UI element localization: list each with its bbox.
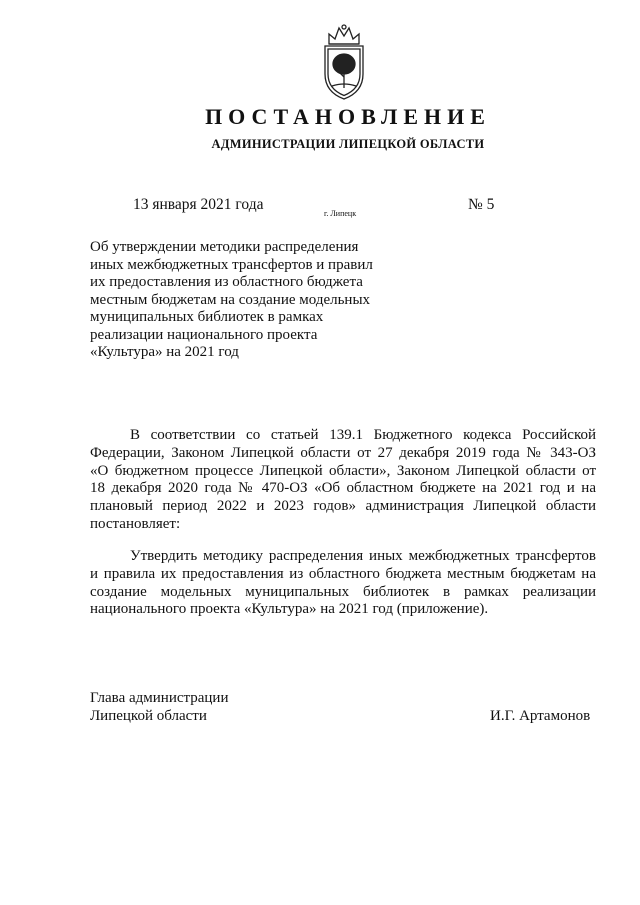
paragraph-line: В соответствии со статьей 139.1 Бюджетного кодекса Российской: [130, 427, 596, 443]
subject-line: реализации национального проекта: [90, 326, 318, 343]
subject-line: местным бюджетам на создание модельных: [90, 291, 371, 308]
signatory-position-line: Липецкой области: [90, 708, 207, 724]
subject-line: их предоставления из областного бюджета: [90, 274, 363, 290]
paragraph-line: Утвердить методику распределения иных межбюджетных трансфертов: [130, 548, 596, 564]
paragraph-line: «О бюджетном процессе Липецкой области», Законом Липецкой области от: [90, 462, 596, 479]
paragraph-line: создание модельных муниципальных библиотек в рамках реализации: [90, 583, 596, 600]
body-paragraph-legal-basis: [90, 427, 596, 534]
document-city: г. Липецк: [324, 209, 357, 218]
paragraph-line: постановляет:: [90, 515, 181, 532]
paragraph-line: Федерации, Законом Липецкой области от 27 декабря 2019 года № 343-ОЗ: [90, 444, 596, 461]
issuing-authority: АДМИНИСТРАЦИИ ЛИПЕЦКОЙ ОБЛАСТИ: [211, 137, 485, 151]
subject-line: Об утверждении методики распределения: [90, 239, 359, 255]
subject-line: «Культура» на 2021 год: [90, 344, 239, 360]
body-paragraph-resolution: [90, 548, 596, 619]
signatory-position: [90, 689, 228, 725]
paragraph-line: плановый период 2022 и 2023 годов» администрация Липецкой области: [90, 498, 596, 515]
document-date: 13 января 2021 года: [133, 196, 264, 213]
signatory-position-line: Глава администрации: [90, 690, 229, 706]
paragraph-line: национального проекта «Культура» на 2021 год (приложение).: [90, 601, 489, 618]
paragraph-line: 18 декабря 2020 года № 470-ОЗ «Об областном бюджете на 2021 год и на: [90, 480, 596, 497]
signatory-name: И.Г. Артамонов: [490, 708, 591, 724]
document-subject: [90, 239, 390, 362]
subject-line: иных межбюджетных трансфертов и правил: [90, 256, 373, 273]
subject-line: муниципальных библиотек в рамках: [90, 309, 324, 325]
document-title: ПОСТАНОВЛЕНИЕ: [205, 104, 491, 129]
coat-of-arms-icon: [315, 22, 373, 102]
document-number: № 5: [468, 196, 495, 213]
paragraph-line: и правила их предоставления из областного бюджета местным бюджетам на: [90, 565, 596, 582]
